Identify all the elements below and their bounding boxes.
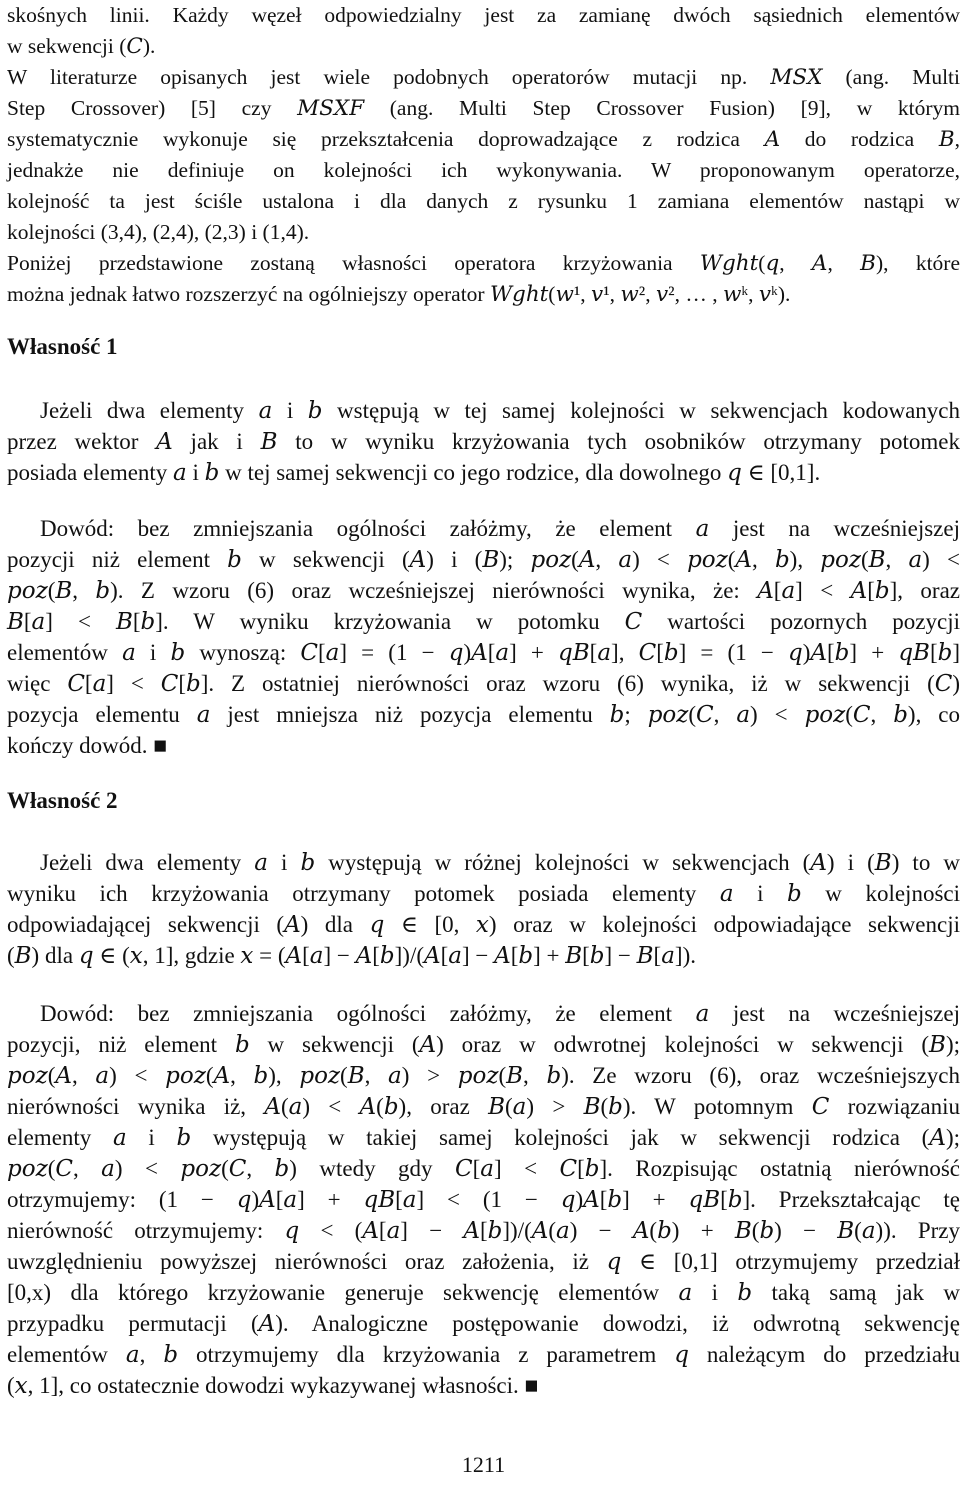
proof-line: Dowód: bez zmniejszania ogólności załóżmy, że element 𝑎 jest na wcześniejszej: [40, 516, 960, 541]
proof-line: [0,x) dla którego krzyżowanie generuje sekwencję elementów 𝑎 i 𝑏 taką samą jak w: [7, 1280, 960, 1305]
proof-line: Dowód: bez zmniejszania ogólności załóżmy, że element 𝑎 jest na wcześniejszej: [40, 1001, 960, 1026]
proof-line: kończy dowód. ■: [7, 733, 168, 758]
statement-line: odpowiadającej sekwencji (𝐴) dla 𝑞 ∈ [0, 𝑥) oraz w kolejności odpowiadające sekwencji: [7, 912, 960, 937]
page-number: 1211: [461, 1452, 506, 1477]
proof-line: uwzględnieniu powyższej nierówności oraz założenia, iż 𝑞 ∈ [0,1] otrzymujemy przedział: [7, 1249, 960, 1274]
proof-line: 𝑝𝑜𝑧(𝐶, 𝑎) < 𝑝𝑜𝑧(𝐶, 𝑏) wtedy gdy 𝐶[𝑎] < 𝐶[𝑏]. Rozpisując ostatnią nierówność: [7, 1156, 960, 1181]
intro-line: kolejność ta jest ściśle ustalona i dla danych z rysunku 1 zamiana elementów nastąpi w: [7, 189, 960, 213]
proof-line: (𝑥, 1], co ostatecznie dowodzi wykazywanej własności. ■: [7, 1373, 539, 1398]
proof-line: nierówność otrzymujemy: 𝑞 < (𝐴[𝑎] − 𝐴[𝑏])/(𝐴(𝑎) − 𝐴(𝑏) + 𝐵(𝑏) − 𝐵(𝑎)). Przy: [7, 1218, 960, 1243]
statement-line: (𝐵) dla 𝑞 ∈ (𝑥, 1], gdzie 𝑥 = (𝐴[𝑎] − 𝐴[𝑏])/(𝐴[𝑎] − 𝐴[𝑏] + 𝐵[𝑏] − 𝐵[𝑎]).: [7, 943, 696, 968]
proof-line: nierówności wynika iż, 𝐴(𝑎) < 𝐴(𝑏), oraz 𝐵(𝑎) > 𝐵(𝑏). W potomnym 𝐶 rozwiązaniu: [7, 1094, 960, 1119]
intro-line: jednakże nie definiuje on kolejności ich wykonywania. W proponowanym operatorze,: [7, 158, 960, 182]
proof-line: elementy 𝑎 i 𝑏 występują w takiej samej kolejności jak w sekwencji rodzica (𝐴);: [7, 1125, 960, 1150]
statement-line: Jeżeli dwa elementy 𝑎 i 𝑏 występują w różnej kolejności w sekwencjach (𝐴) i (𝐵) to w: [40, 850, 960, 875]
intro-line: W literaturze opisanych jest wiele podobnych operatorów mutacji np. 𝑀𝑆𝑋 (ang. Multi: [7, 65, 960, 89]
intro-line: skośnych linii. Każdy węzeł odpowiedzialny jest za zamianę dwóch sąsiednich elementów: [7, 3, 960, 27]
proof-line: więc 𝐶[𝑎] < 𝐶[𝑏]. Z ostatniej nierówności oraz wzoru (6) wynika, iż w sekwencji (𝐶): [7, 671, 960, 696]
intro-line: Poniżej przedstawione zostaną własności operatora krzyżowania 𝑊𝑔ℎ𝑡(𝑞, 𝐴, 𝐵), które: [7, 251, 960, 275]
statement-line: posiada elementy 𝑎 i 𝑏 w tej samej sekwencji co jego rodzice, dla dowolnego 𝑞 ∈ [0,1].: [7, 460, 821, 485]
proof-line: przypadku permutacji (𝐴). Analogiczne postępowanie dowodzi, iż odwrotną sekwencję: [7, 1311, 960, 1336]
statement-line: Jeżeli dwa elementy 𝑎 i 𝑏 wstępują w tej samej kolejności w sekwencjach kodowanych: [40, 398, 960, 423]
proof-line: pozycji, niż element 𝑏 w sekwencji (𝐴) oraz w odwrotnej kolejności w sekwencji (𝐵);: [7, 1032, 960, 1057]
intro-line: kolejności (3,4), (2,4), (2,3) i (1,4).: [7, 220, 310, 244]
proof-line: pozycji niż element 𝑏 w sekwencji (𝐴) i (𝐵); 𝑝𝑜𝑧(𝐴, 𝑎) < 𝑝𝑜𝑧(𝐴, 𝑏), 𝑝𝑜𝑧(𝐵, 𝑎) <: [7, 547, 960, 572]
proof-line: otrzymujemy: (1 − 𝑞)𝐴[𝑎] + 𝑞𝐵[𝑎] < (1 − 𝑞)𝐴[𝑏] + 𝑞𝐵[𝑏]. Przekształcając tę: [7, 1187, 960, 1212]
property-2-heading: Własność 2: [7, 788, 118, 813]
property-1-heading: Własność 1: [7, 334, 118, 359]
intro-line: systematycznie wykonuje się przekształcenia doprowadzające z rodzica 𝐴 do rodzica 𝐵,: [7, 127, 960, 151]
proof-line: elementów 𝑎 i 𝑏 wynoszą: 𝐶[𝑎] = (1 − 𝑞)𝐴[𝑎] + 𝑞𝐵[𝑎], 𝐶[𝑏] = (1 − 𝑞)𝐴[𝑏] + 𝑞𝐵[𝑏]: [7, 640, 960, 665]
proof-line: 𝐵[𝑎] < 𝐵[𝑏]. W wyniku krzyżowania w potomku 𝐶 wartości pozornych pozycji: [7, 609, 960, 634]
proof-line: 𝑝𝑜𝑧(𝐴, 𝑎) < 𝑝𝑜𝑧(𝐴, 𝑏), 𝑝𝑜𝑧(𝐵, 𝑎) > 𝑝𝑜𝑧(𝐵, 𝑏). Ze wzoru (6), oraz wcześniejszych: [7, 1063, 960, 1088]
statement-line: wyniku ich krzyżowania otrzymany potomek posiada elementy 𝑎 i 𝑏 w kolejności: [7, 881, 960, 906]
proof-line: 𝑝𝑜𝑧(𝐵, 𝑏). Z wzoru (6) oraz wcześniejszej nierówności wynika, że: 𝐴[𝑎] < 𝐴[𝑏], oraz: [7, 578, 960, 603]
intro-line: można jednak łatwo rozszerzyć na ogólniejszy operator 𝑊𝑔ℎ𝑡(𝑤¹, 𝑣¹, 𝑤², 𝑣², … , 𝑤ᵏ, 𝑣ᵏ).: [7, 282, 791, 306]
intro-line: w sekwencji (𝐶).: [7, 34, 156, 58]
statement-line: przez wektor 𝐴 jak i 𝐵 to w wyniku krzyżowania tych osobników otrzymany potomek: [7, 429, 960, 454]
proof-line: elementów 𝑎, 𝑏 otrzymujemy dla krzyżowania z parametrem 𝑞 należącym do przedziału: [7, 1342, 960, 1367]
proof-line: pozycja elementu 𝑎 jest mniejsza niż pozycja elementu 𝑏; 𝑝𝑜𝑧(𝐶, 𝑎) < 𝑝𝑜𝑧(𝐶, 𝑏), co: [7, 702, 960, 727]
intro-line: Step Crossover) [5] czy 𝑀𝑆𝑋𝐹 (ang. Multi Step Crossover Fusion) [9], w którym: [7, 96, 960, 120]
